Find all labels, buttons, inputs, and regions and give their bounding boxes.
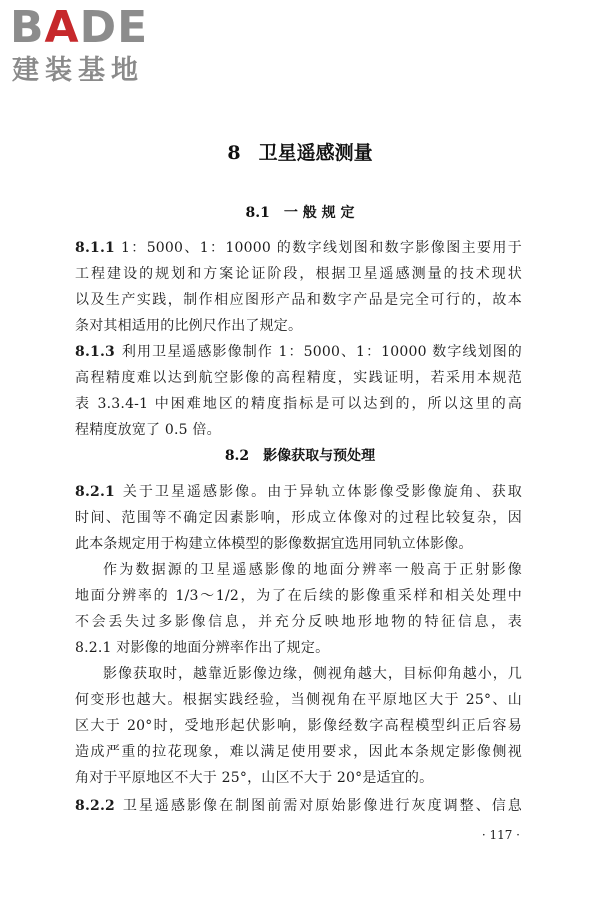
section-title-8-2: 8.2 影像获取与预处理	[224, 448, 376, 464]
clause-number: 8.2.1	[75, 484, 115, 500]
chapter-number: 8	[227, 142, 241, 164]
section-title-8-1: 8.1 一 般 规 定	[245, 205, 355, 221]
paragraph-line: 角对于平原地区不大于 25°，山区不大于 20°是适宜的。	[75, 770, 434, 786]
paragraph-line: 造成严重的拉花现象，难以满足使用要求，因此本条规定影像侧视	[75, 744, 522, 760]
paragraph-line: 8.1.1 1：5000、1：10000 的数字线划图和数字影像图主要用于	[75, 240, 522, 256]
paragraph-line: 程精度放宽了 0.5 倍。	[75, 422, 221, 438]
page-number: · 117 ·	[481, 828, 520, 842]
paragraph-line: 作为数据源的卫星遥感影像的地面分辨率一般高于正射影像	[103, 562, 522, 578]
logo-wordmark: BADE	[10, 2, 149, 53]
logo-subtitle: 建装基地	[12, 55, 144, 86]
paragraph-line: 时间、范围等不确定因素影响，形成立体像对的过程比较复杂，因	[75, 510, 522, 526]
paragraph-line: 何变形也越大。根据实践经验，当侧视角在平原地区大于 25°、山	[75, 692, 522, 708]
paragraph-line: 地面分辨率的 1/3～1/2，为了在后续的影像重采样和相关处理中	[75, 588, 522, 604]
paragraph-line: 表 3.3.4-1 中困难地区的精度指标是可以达到的，所以这里的高	[75, 396, 522, 412]
paragraph-line: 8.2.1 对影像的地面分辨率作出了规定。	[75, 640, 330, 656]
paragraph-line: 8.2.2 卫星遥感影像在制图前需对原始影像进行灰度调整、信息	[75, 798, 522, 814]
paragraph-line: 此本条规定用于构建立体模型的影像数据宜选用同轨立体影像。	[75, 536, 473, 552]
paragraph-line: 区大于 20°时，受地形起伏影响，影像经数字高程模型纠正后容易	[75, 718, 522, 734]
paragraph-line: 条对其相适用的比例尺作出了规定。	[75, 318, 303, 334]
paragraph-line: 工程建设的规划和方案论证阶段，根据卫星遥感测量的技术现状	[75, 266, 522, 282]
clause-number: 8.2.2	[75, 798, 115, 814]
paragraph-line: 不会丢失过多影像信息，并充分反映地形地物的特征信息，表	[75, 614, 522, 630]
logo	[10, 2, 178, 90]
paragraph-line: 影像获取时，越靠近影像边缘，侧视角越大，目标仰角越小，几	[103, 666, 522, 682]
chapter-title	[0, 140, 600, 166]
paragraph-line: 以及生产实践，制作相应图形产品和数字产品是完全可行的，故本	[75, 292, 522, 308]
chapter-title-text: 卫星遥感测量	[258, 142, 373, 164]
paragraph-line: 8.1.3 利用卫星遥感影像制作 1：5000、1：10000 数字线划图的	[75, 344, 522, 360]
clause-number: 8.1.1	[75, 240, 115, 256]
paragraph-line: 8.2.1 关于卫星遥感影像。由于异轨立体影像受影像旋角、获取	[75, 484, 522, 500]
clause-number: 8.1.3	[75, 344, 115, 360]
paragraph-line: 高程精度难以达到航空影像的高程精度，实践证明，若采用本规范	[75, 370, 522, 386]
